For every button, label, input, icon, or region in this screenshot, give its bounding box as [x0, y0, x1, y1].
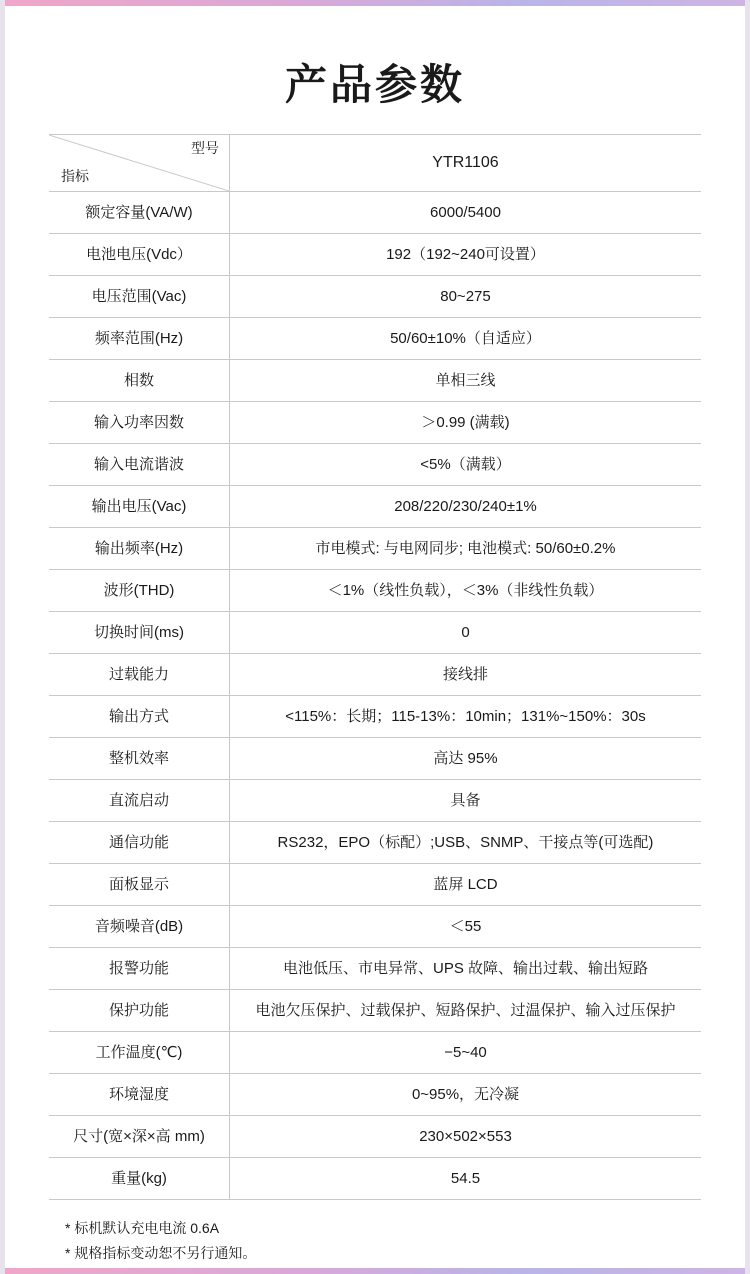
- row-label: 相数: [49, 360, 230, 402]
- spec-table: [49, 134, 701, 1200]
- row-value: −5~40: [230, 1032, 702, 1074]
- row-value: 蓝屏 LCD: [230, 864, 702, 906]
- row-label: 频率范围(Hz): [49, 318, 230, 360]
- row-label: 输出方式: [49, 696, 230, 738]
- footnote-line: * 规格指标变动恕不另行通知。: [65, 1245, 257, 1262]
- table-row: [49, 360, 701, 402]
- table-row: [49, 1116, 701, 1158]
- row-value: 0~95%，无冷凝: [230, 1074, 702, 1116]
- footnote-line: * 标机默认充电电流 0.6A: [65, 1220, 220, 1236]
- row-value: 192（192~240可设置）: [230, 234, 702, 276]
- row-value: ＞0.99 (满载): [230, 402, 702, 444]
- row-label: 电池电压(Vdc）: [49, 234, 230, 276]
- table-row: [49, 822, 701, 864]
- row-label: 输入电流谐波: [49, 444, 230, 486]
- row-label: 尺寸(宽×深×高 mm): [49, 1116, 230, 1158]
- spec-table-wrapper: [5, 134, 745, 1200]
- row-value: 54.5: [230, 1158, 702, 1200]
- row-label: 输入功率因数: [49, 402, 230, 444]
- table-row: [49, 612, 701, 654]
- table-row: [49, 318, 701, 360]
- row-value: 230×502×553: [230, 1116, 702, 1158]
- table-row: [49, 738, 701, 780]
- row-value: 208/220/230/240±1%: [230, 486, 702, 528]
- row-value: 接线排: [230, 654, 702, 696]
- table-row: [49, 864, 701, 906]
- row-label: 环境湿度: [49, 1074, 230, 1116]
- table-row: [49, 1158, 701, 1200]
- table-row: [49, 1032, 701, 1074]
- row-value: 市电模式: 与电网同步; 电池模式: 50/60±0.2%: [230, 528, 702, 570]
- row-label: 工作温度(℃): [49, 1032, 230, 1074]
- row-value: 0: [230, 612, 702, 654]
- row-label: 额定容量(VA/W): [49, 192, 230, 234]
- table-row: [49, 696, 701, 738]
- top-accent-bar: [5, 0, 745, 6]
- table-row: [49, 654, 701, 696]
- row-label: 电压范围(Vac): [49, 276, 230, 318]
- row-value: RS232，EPO（标配）;USB、SNMP、干接点等(可选配): [230, 822, 702, 864]
- row-label: 通信功能: [49, 822, 230, 864]
- table-row: [49, 276, 701, 318]
- table-row: [49, 1074, 701, 1116]
- header-model-label: 型号: [191, 140, 219, 156]
- row-value: 6000/5400: [230, 192, 702, 234]
- table-row: [49, 570, 701, 612]
- bottom-accent-bar: [5, 1268, 745, 1274]
- row-label: 报警功能: [49, 948, 230, 990]
- row-value: 具备: [230, 780, 702, 822]
- row-label: 保护功能: [49, 990, 230, 1032]
- table-row: [49, 990, 701, 1032]
- row-value: 高达 95%: [230, 738, 702, 780]
- table-row: [49, 948, 701, 990]
- row-label: 面板显示: [49, 864, 230, 906]
- row-value: 电池低压、市电异常、UPS 故障、输出过载、输出短路: [230, 948, 702, 990]
- table-row: [49, 402, 701, 444]
- row-value: 电池欠压保护、过载保护、短路保护、过温保护、输入过压保护: [230, 990, 702, 1032]
- table-row: [49, 906, 701, 948]
- header-index-label: 指标: [61, 168, 89, 185]
- table-row: [49, 234, 701, 276]
- header-model-value: YTR1106: [230, 135, 702, 192]
- row-value: 80~275: [230, 276, 702, 318]
- row-value: <5%（满载）: [230, 444, 702, 486]
- row-label: 波形(THD): [49, 570, 230, 612]
- table-row: [49, 486, 701, 528]
- spec-table-body: [49, 135, 701, 1200]
- row-value: 单相三线: [230, 360, 702, 402]
- row-label: 输出频率(Hz): [49, 528, 230, 570]
- row-value: 50/60±10%（自适应）: [230, 318, 702, 360]
- row-value: ＜1%（线性负载），＜3%（非线性负载）: [230, 570, 702, 612]
- table-row: [49, 192, 701, 234]
- row-label: 直流启动: [49, 780, 230, 822]
- header-diagonal-cell: [49, 135, 230, 192]
- table-row: [49, 780, 701, 822]
- row-label: 过载能力: [49, 654, 230, 696]
- table-row: [49, 444, 701, 486]
- row-label: 音频噪音(dB): [49, 906, 230, 948]
- row-label: 切换时间(ms): [49, 612, 230, 654]
- table-row: [49, 528, 701, 570]
- footnotes: [5, 1200, 745, 1266]
- row-label: 输出电压(Vac): [49, 486, 230, 528]
- row-label: 重量(kg): [49, 1158, 230, 1200]
- row-value: ＜55: [230, 906, 702, 948]
- table-header-row: [49, 135, 701, 192]
- row-label: 整机效率: [49, 738, 230, 780]
- row-value: <115%：长期；115-13%：10min；131%~150%：30s: [230, 696, 702, 738]
- page-title: 产品参数: [284, 60, 465, 109]
